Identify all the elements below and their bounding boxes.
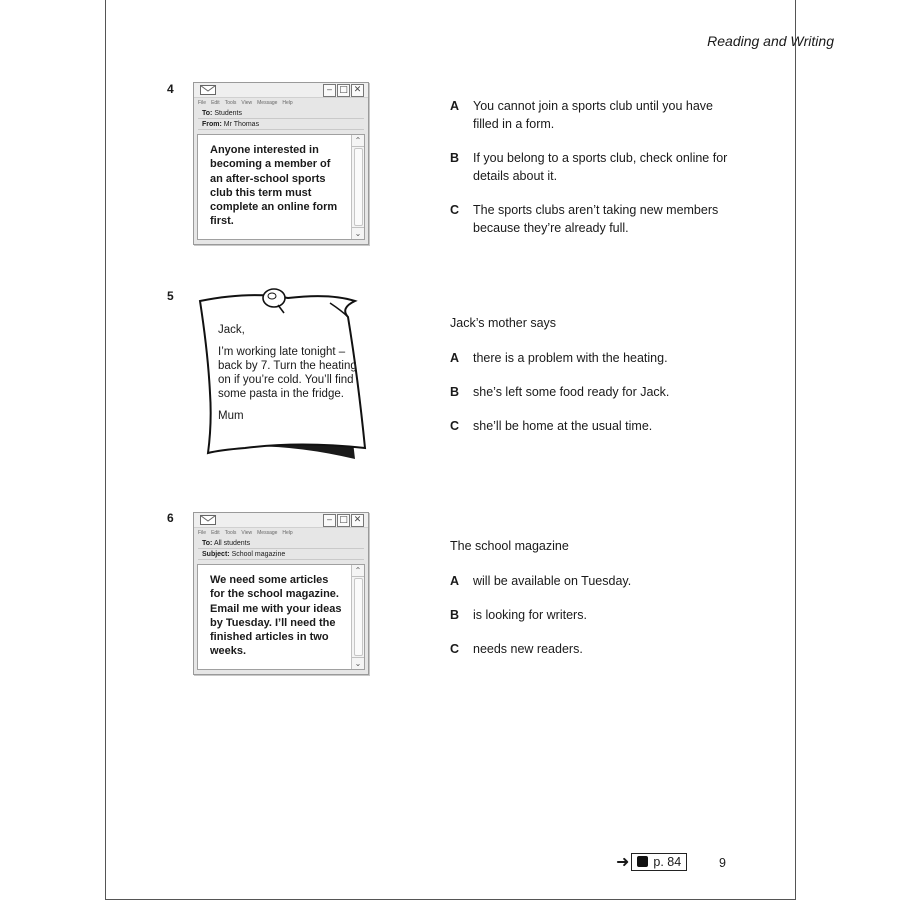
option-letter: B bbox=[450, 151, 460, 165]
page-reference[interactable] bbox=[616, 852, 687, 871]
option-b[interactable] bbox=[450, 383, 740, 401]
to-value: Students bbox=[214, 110, 242, 117]
subject-value: School magazine bbox=[231, 551, 286, 558]
sticky-note bbox=[190, 283, 370, 463]
option-b[interactable] bbox=[450, 606, 740, 624]
menu-edit[interactable]: Edit bbox=[211, 530, 220, 536]
envelope-icon bbox=[200, 515, 216, 525]
option-letter: B bbox=[450, 608, 460, 622]
option-letter: C bbox=[450, 419, 460, 433]
option-letter: C bbox=[450, 203, 460, 217]
menu-edit[interactable]: Edit bbox=[211, 100, 220, 106]
option-a[interactable] bbox=[450, 97, 740, 133]
maximize-icon[interactable]: □ bbox=[337, 514, 350, 527]
to-label: To: bbox=[202, 110, 213, 117]
email-body-box bbox=[197, 134, 365, 240]
option-text: You cannot join a sports club until you have filled in a form. bbox=[473, 99, 713, 131]
scroll-up-icon[interactable]: ⌃ bbox=[352, 565, 364, 577]
option-c[interactable] bbox=[450, 417, 740, 435]
option-letter: B bbox=[450, 385, 460, 399]
email-subject-field bbox=[198, 549, 364, 560]
page-ref-text: p. 84 bbox=[653, 854, 682, 869]
question-number-5: 5 bbox=[167, 289, 174, 303]
to-value: All students bbox=[213, 540, 251, 547]
options-q4 bbox=[450, 97, 740, 253]
envelope-icon bbox=[200, 85, 216, 95]
question-stem: The school magazine bbox=[450, 539, 569, 553]
question-number-4: 4 bbox=[167, 82, 174, 96]
scrollbar[interactable] bbox=[351, 565, 364, 669]
email-to-field bbox=[198, 108, 364, 119]
option-letter: A bbox=[450, 351, 460, 365]
note-text bbox=[218, 323, 358, 431]
email-to-field bbox=[198, 538, 364, 549]
scrollbar[interactable] bbox=[351, 135, 364, 239]
minimize-icon[interactable]: ‒ bbox=[323, 84, 336, 97]
from-label: From: bbox=[202, 121, 222, 128]
menu-message[interactable]: Message bbox=[257, 530, 278, 536]
email-window-q4 bbox=[193, 82, 369, 245]
page-ref-box[interactable] bbox=[631, 853, 687, 871]
scroll-down-icon[interactable]: ⌄ bbox=[352, 657, 364, 669]
option-a[interactable] bbox=[450, 572, 740, 590]
note-greeting: Jack, bbox=[218, 324, 245, 336]
option-letter: C bbox=[450, 642, 460, 656]
maximize-icon[interactable]: □ bbox=[337, 84, 350, 97]
scroll-thumb[interactable] bbox=[354, 578, 363, 656]
note-signoff: Mum bbox=[218, 410, 244, 422]
option-text: she’ll be home at the usual time. bbox=[473, 419, 653, 433]
scroll-up-icon[interactable]: ⌃ bbox=[352, 135, 364, 147]
option-text: will be available on Tuesday. bbox=[473, 574, 632, 588]
options-q5 bbox=[450, 316, 740, 451]
menu-tools[interactable]: Tools bbox=[224, 530, 237, 536]
email-body-text: Anyone interested in becoming a member of an after-school sports club this term must complete an online form first. bbox=[210, 144, 338, 228]
menu-message[interactable]: Message bbox=[257, 100, 278, 106]
close-icon[interactable]: ✕ bbox=[351, 514, 364, 527]
menu-tools[interactable]: Tools bbox=[224, 100, 237, 106]
menu-help[interactable]: Help bbox=[282, 100, 293, 106]
scroll-thumb[interactable] bbox=[354, 148, 363, 226]
menu-bar bbox=[194, 98, 368, 108]
minimize-icon[interactable]: ‒ bbox=[323, 514, 336, 527]
note-body: I’m working late tonight – back by 7. Turn the heating on if you’re cold. You’ll find some pasta in the fridge. bbox=[218, 346, 357, 400]
to-label: To: bbox=[202, 540, 213, 547]
window-titlebar bbox=[194, 513, 368, 528]
email-body-text: We need some articles for the school magazine. Email me with your ideas by Tuesday. I’ll need the finished articles in two weeks. bbox=[210, 574, 342, 658]
option-text: is looking for writers. bbox=[473, 608, 587, 622]
pushpin-icon bbox=[260, 286, 290, 316]
option-text: The sports clubs aren’t taking new members because they’re already full. bbox=[473, 203, 719, 235]
option-text: needs new readers. bbox=[473, 642, 583, 656]
close-icon[interactable]: ✕ bbox=[351, 84, 364, 97]
scroll-down-icon[interactable]: ⌄ bbox=[352, 227, 364, 239]
option-letter: A bbox=[450, 574, 460, 588]
question-stem: Jack’s mother says bbox=[450, 316, 557, 330]
menu-file[interactable]: File bbox=[198, 100, 207, 106]
options-q6 bbox=[450, 539, 740, 674]
book-icon bbox=[637, 856, 648, 867]
option-b[interactable] bbox=[450, 149, 740, 185]
option-text: she’s left some food ready for Jack. bbox=[473, 385, 670, 399]
option-c[interactable] bbox=[450, 201, 740, 237]
window-titlebar bbox=[194, 83, 368, 98]
option-text: there is a problem with the heating. bbox=[473, 351, 668, 365]
option-c[interactable] bbox=[450, 640, 740, 658]
subject-label: Subject: bbox=[202, 551, 230, 558]
email-window-q6 bbox=[193, 512, 369, 675]
email-body-box bbox=[197, 564, 365, 670]
menu-file[interactable]: File bbox=[198, 530, 207, 536]
arrow-right-icon: ➜ bbox=[616, 852, 630, 871]
option-letter: A bbox=[450, 99, 460, 113]
menu-bar bbox=[194, 528, 368, 538]
menu-view[interactable]: View bbox=[241, 530, 253, 536]
email-from-field bbox=[198, 119, 364, 130]
page-header: Reading and Writing bbox=[707, 33, 834, 49]
menu-view[interactable]: View bbox=[241, 100, 253, 106]
page-number: 9 bbox=[719, 856, 726, 870]
menu-help[interactable]: Help bbox=[282, 530, 293, 536]
from-value: Mr Thomas bbox=[223, 121, 260, 128]
question-number-6: 6 bbox=[167, 511, 174, 525]
option-text: If you belong to a sports club, check online for details about it. bbox=[473, 151, 728, 183]
option-a[interactable] bbox=[450, 349, 740, 367]
